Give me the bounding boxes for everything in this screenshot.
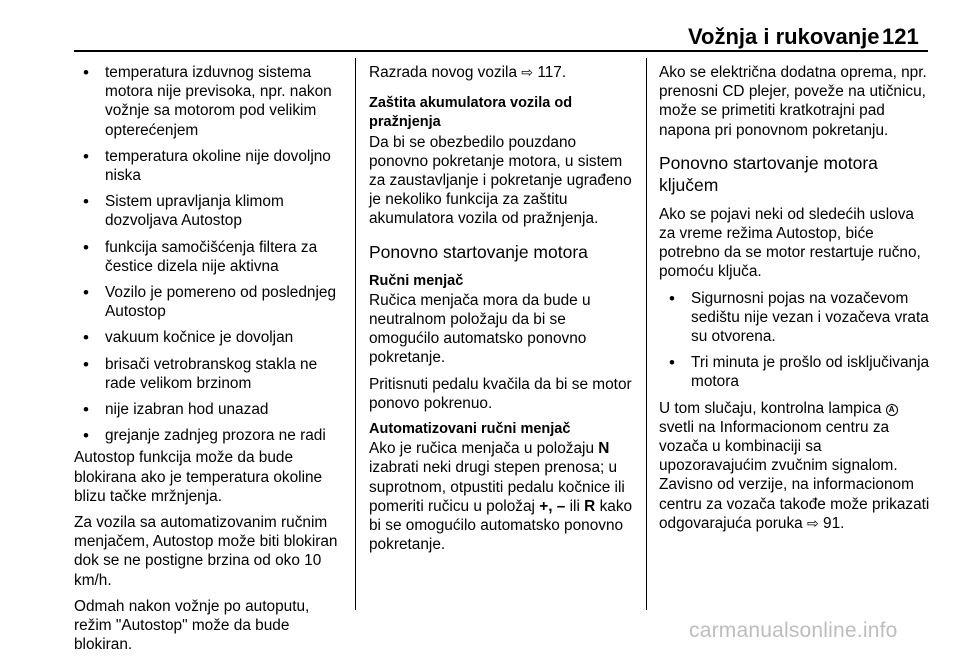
restart-conditions-list bbox=[659, 289, 931, 392]
paragraph bbox=[369, 439, 635, 554]
gear-position-plus-minus: +, – bbox=[539, 497, 566, 515]
autostop-indicator-icon: A bbox=[886, 404, 898, 416]
section-subheading: Zaštita akumulatora vozila od pražnjenja bbox=[369, 95, 573, 131]
autostop-conditions-list bbox=[74, 63, 346, 445]
gear-position-r: R bbox=[584, 497, 596, 515]
list-item: • vakuum kočnice je dovoljan bbox=[74, 328, 346, 347]
list-item: • Vozilo je pomereno od poslednjeg Autostop bbox=[74, 283, 346, 321]
list-item: • temperatura izduvnog sistema motora nije previsoka, npr. nakon vožnje sa motorom pod velikim opterećenjem bbox=[74, 63, 346, 140]
column-3 bbox=[659, 63, 931, 540]
list-item: • temperatura okoline nije dovoljno niska bbox=[74, 147, 346, 185]
column-divider-left bbox=[355, 58, 356, 610]
list-item: • brisači vetrobranskog stakla ne rade velikom brzinom bbox=[74, 355, 346, 393]
page-reference-link[interactable]: 117. bbox=[537, 64, 567, 81]
paragraph: Ako se pojavi neki od sledećih uslova za vreme režima Autostop, biće potrebno da se motor restartuje ručno, pomoću ključa. bbox=[659, 205, 921, 281]
page-header-title: Vožnja i rukovanje bbox=[688, 24, 880, 49]
column-2 bbox=[369, 63, 635, 561]
section-heading: Ponovno startovanje motora ključem bbox=[659, 152, 878, 195]
paragraph: Ako se električna dodatna oprema, npr. prenosni CD plejer, poveže na utičnicu, može se primetiti kratkotrajni pad napona pri ponovnom pokretanju. bbox=[659, 64, 927, 139]
list-item: • Sigurnosni pojas na vozačevom sedištu nije vezan i vozačeva vrata su otvorena. bbox=[659, 289, 931, 347]
section-subheading: Automatizovani ručni menjač bbox=[369, 421, 571, 438]
list-item: • Sistem upravljanja klimom dozvoljava Autostop bbox=[74, 192, 346, 230]
arrow-right-icon: ⇨ bbox=[521, 64, 534, 80]
section-heading: Ponovno startovanje motora bbox=[369, 241, 588, 262]
watermark: carmanualsonline.info bbox=[689, 619, 898, 642]
paragraph: Odmah nakon vožnje po autoputu, režim "Autostop" može da bude blokiran. bbox=[74, 597, 310, 654]
paragraph: Za vozila sa automatizovanim ručnim menjačem, Autostop može biti blokiran dok se ne postigne brzina od oko 10 km/h. bbox=[74, 514, 338, 589]
text-run: U tom slučaju, kontrolna lampica bbox=[659, 399, 882, 417]
text-run: izabrati neki drugi stepen prenosa; u suprotnom, otpustiti pedalu kočnice ili pomeriti ručicu u položaj bbox=[369, 459, 625, 515]
text-run: kako bi se omogućilo automatsko ponovno pokretanje. bbox=[369, 497, 633, 554]
text-run: svetli na Informacionom centru za vozača u kombinaciji sa upozoravajućim zvučnim signalom. Zavisno od verzije, na informacionom centru za vozača takođe može prikazati odgovarajuća poruka bbox=[659, 418, 930, 532]
list-item: • Tri minuta je prošlo od isključivanja motora bbox=[659, 353, 931, 391]
paragraph: Autostop funkcija može da bude blokirana ako je temperatura okoline blizu tačke mržnjenja. bbox=[74, 449, 323, 505]
paragraph bbox=[659, 399, 931, 533]
paragraph: Ručica menjača mora da bude u neutralnom položaju da bi se omogućilo automatsko ponovno pokretanje. bbox=[369, 291, 591, 367]
section-subheading: Ručni menjač bbox=[369, 272, 464, 289]
arrow-right-icon: ⇨ bbox=[807, 514, 819, 531]
paragraph: Da bi se obezbedilo pouzdano ponovno pokretanje motora, u sistem za zaustavljanje i pokretanje ugrađeno je nekoliko funkcija za zaštitu akumulatora vozila od pražnjenja. bbox=[369, 133, 632, 228]
text-run: Ako je ručica menjača u položaju bbox=[369, 440, 594, 458]
list-item: • funkcija samočišćenja filtera za čestice dizela nije aktivna bbox=[74, 238, 346, 276]
list-item: • grejanje zadnjeg prozora ne radi bbox=[74, 426, 346, 445]
gear-position-n: N bbox=[598, 440, 610, 458]
page-number: 121 bbox=[882, 24, 919, 49]
header-rule bbox=[74, 50, 928, 52]
list-item: • nije izabran hod unazad bbox=[74, 400, 346, 419]
page-reference-link[interactable]: 91. bbox=[823, 514, 845, 532]
column-1 bbox=[74, 63, 346, 661]
paragraph bbox=[369, 63, 635, 82]
text-run: ili bbox=[569, 497, 580, 515]
column-divider-right bbox=[646, 58, 647, 610]
paragraph: Pritisnuti pedalu kvačila da bi se motor ponovo pokrenuo. bbox=[369, 375, 632, 412]
intro-text: Razrada novog vozila bbox=[369, 64, 518, 81]
